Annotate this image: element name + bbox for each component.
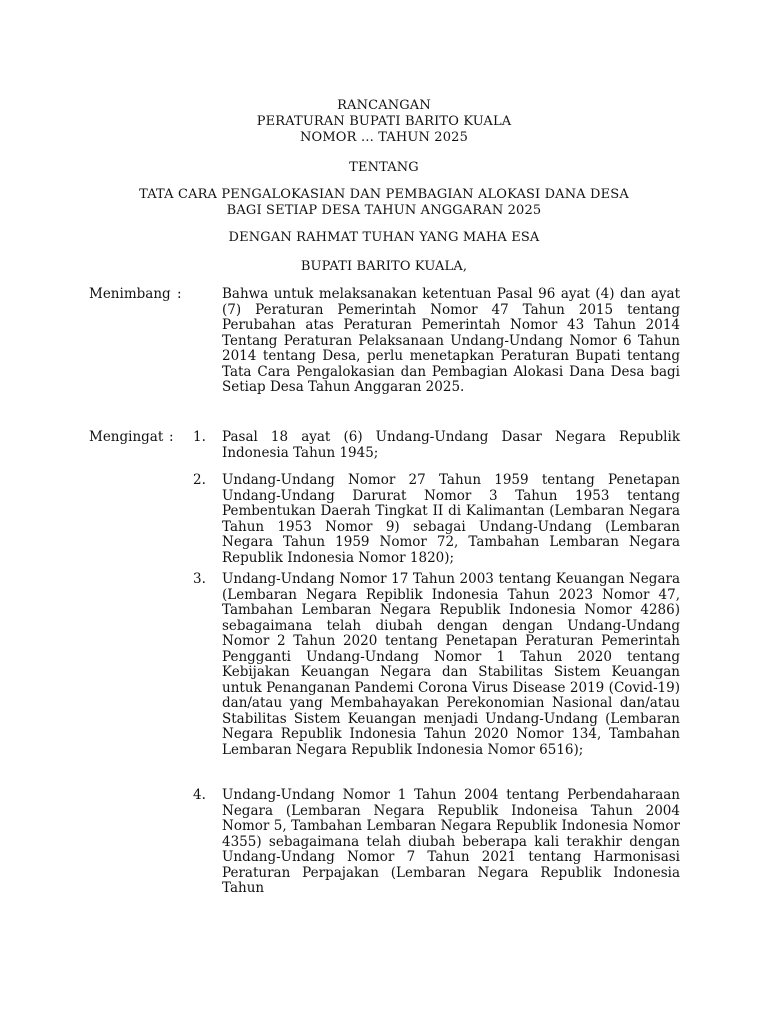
recalling-label: Mengingat bbox=[89, 429, 164, 445]
regent-heading: BUPATI BARITO KUALA, bbox=[300, 259, 468, 274]
subject-line-2: BAGI SETIAP DESA TAHUN ANGGARAN 2025 bbox=[226, 203, 542, 218]
list-item-number: 4. bbox=[193, 787, 206, 803]
considering-colon: : bbox=[177, 286, 182, 302]
considering-text: Bahwa untuk melaksanakan ketentuan Pasal 96 ayat (4) dan ayat (7) Peraturan Pemerintah Nomor 47 Tahun 2015 tentang Perubahan atas Peraturan Pemerintah Nomor 43 Tahun 2014 Tentang Peraturan Pelaksanaan Undang-Undang Nomor 6 Tahun 2014 tentang Desa, perlu menetapkan Peraturan Bupati tentang Tata Cara Pengalokasian dan Pembagian Alokasi Dana Desa bagi Setiap Desa Tahun Anggaran 2025. bbox=[222, 286, 680, 395]
recalling-colon: : bbox=[169, 429, 174, 445]
draft-label: RANCANGAN bbox=[337, 98, 431, 113]
regulation-title: PERATURAN BUPATI BARITO KUALA bbox=[256, 114, 512, 129]
invocation: DENGAN RAHMAT TUHAN YANG MAHA ESA bbox=[228, 230, 540, 245]
considering-label: Menimbang bbox=[89, 286, 171, 302]
list-item: Undang-Undang Nomor 27 Tahun 1959 tentang Penetapan Undang-Undang Darurat Nomor 3 Tahun 1953 tentang Pembentukan Daerah Tingkat II di Kalimantan (Lembaran Negara Tahun 1953 Nomor 9) sebagai Undang-Undang (Lembaran Negara Tahun 1959 Nomor 72, Tambahan Lembaran Negara Republik Indonesia Nomor 1820); bbox=[222, 472, 680, 566]
list-item: Undang-Undang Nomor 17 Tahun 2003 tentang Keuangan Negara (Lembaran Negara Repiblik Indonesia Tahun 2023 Nomor 47, Tambahan Lembaran Negara Republik Indonesia Nomor 4286) sebagaimana telah diubah dengan dengan Undang-Undang Nomor 2 Tahun 2020 tentang Penetapan Peraturan Pemerintah Pengganti Undang-Undang Nomor 1 Tahun 2020 tentang Kebijakan Keuangan Negara dan Stabilitas Sistem Keuangan untuk Penanganan Pandemi Corona Virus Disease 2019 (Covid-19) dan/atau yang Membahayakan Perekonomian Nasional dan/atau Stabilitas Sistem Keuangan menjadi Undang-Undang (Lembaran Negara Republik Indonesia Tahun 2020 Nomor 134, Tambahan Lembaran Negara Republik Indonesia Nomor 6516); bbox=[222, 571, 680, 758]
list-item-number: 2. bbox=[193, 472, 206, 488]
regulation-number: NOMOR … TAHUN 2025 bbox=[300, 130, 468, 145]
list-item-number: 1. bbox=[193, 429, 206, 445]
list-item: Pasal 18 ayat (6) Undang-Undang Dasar Negara Republik Indonesia Tahun 1945; bbox=[222, 429, 680, 461]
about-heading: TENTANG bbox=[349, 160, 419, 175]
list-item-number: 3. bbox=[193, 571, 206, 587]
list-item: Undang-Undang Nomor 1 Tahun 2004 tentang Perbendaharaan Negara (Lembaran Negara Republik Indoneisa Tahun 2004 Nomor 5, Tambahan Lembaran Negara Republik Indonesia Nomor 4355) sebagaimana telah diubah beberapa kali terakhir dengan Undang-Undang Nomor 7 Tahun 2021 tentang Harmonisasi Peraturan Perpajakan (Lembaran Negara Republik Indonesia Tahun bbox=[222, 788, 680, 896]
subject-line-1: TATA CARA PENGALOKASIAN DAN PEMBAGIAN ALOKASI DANA DESA bbox=[139, 187, 629, 202]
